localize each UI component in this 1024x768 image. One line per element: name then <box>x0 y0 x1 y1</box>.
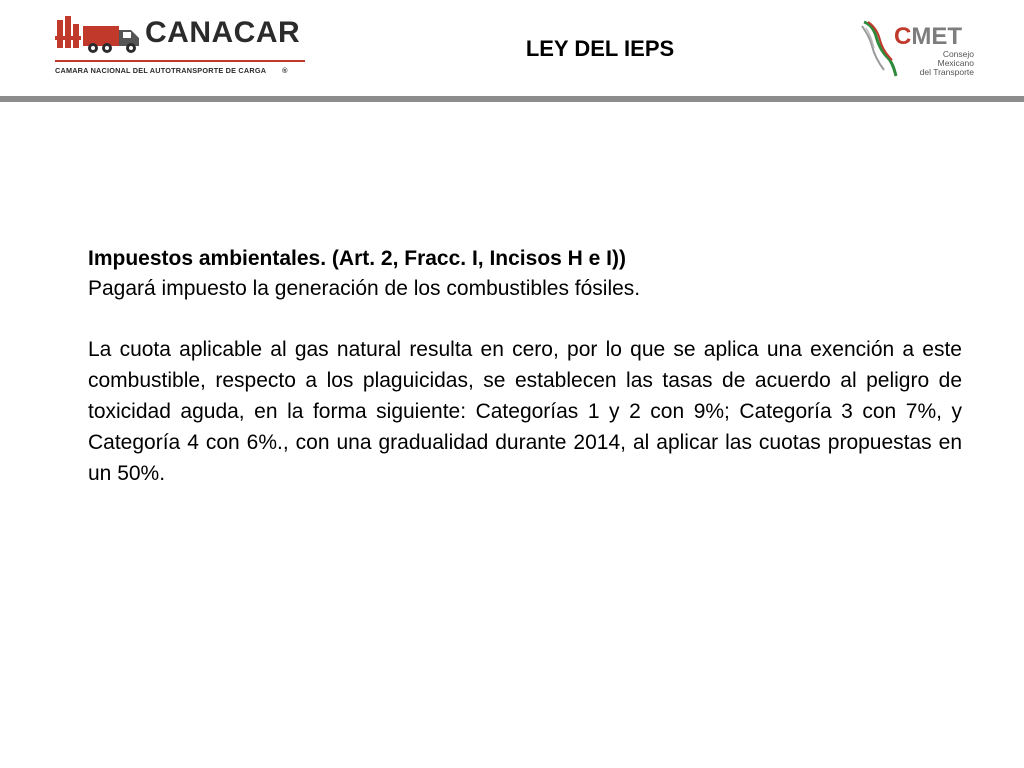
canacar-logo <box>55 14 315 80</box>
cmet-c-letter: C <box>894 23 912 50</box>
cmet-line-1: Consejo <box>942 49 974 59</box>
registered-mark: ® <box>282 66 288 75</box>
cmet-rest-letters: MET <box>911 23 963 50</box>
truck-icon <box>55 14 143 58</box>
canacar-wordmark: CANACAR <box>145 16 301 49</box>
cmet-line-2: Mexicano <box>937 58 974 68</box>
canacar-subtitle <box>55 66 288 75</box>
cmet-line-3: del Transporte <box>919 67 974 77</box>
body-paragraph: La cuota aplicable al gas natural resulta en cero, por lo que se aplica una exención a este combustible, respecto a los plaguicidas, se establecen las tasas de acuerdo al peligro de toxicidad aguda, en la forma siguiente: Categorías 1 y 2 con 9%; Categoría 3 con 7%, y Categoría 4 con 6%., con una gradualidad durante 2014, al aplicar las cuotas propuestas en un 50%. <box>88 338 962 485</box>
section-heading: Impuestos ambientales. (Art. 2, Fracc. I, Incisos H e I)) <box>88 247 626 270</box>
cmet-logo <box>860 18 980 80</box>
slide-header <box>0 0 1024 96</box>
header-divider <box>0 96 1024 102</box>
slide-content <box>88 244 962 489</box>
canacar-subtitle-text: CAMARA NACIONAL DEL AUTOTRANSPORTE DE CARGA <box>55 66 266 75</box>
page-title: LEY DEL IEPS <box>525 36 675 61</box>
cmet-wordmark <box>894 23 962 51</box>
canacar-rule <box>55 60 305 62</box>
intro-line: Pagará impuesto la generación de los combustibles fósiles. <box>88 277 641 300</box>
